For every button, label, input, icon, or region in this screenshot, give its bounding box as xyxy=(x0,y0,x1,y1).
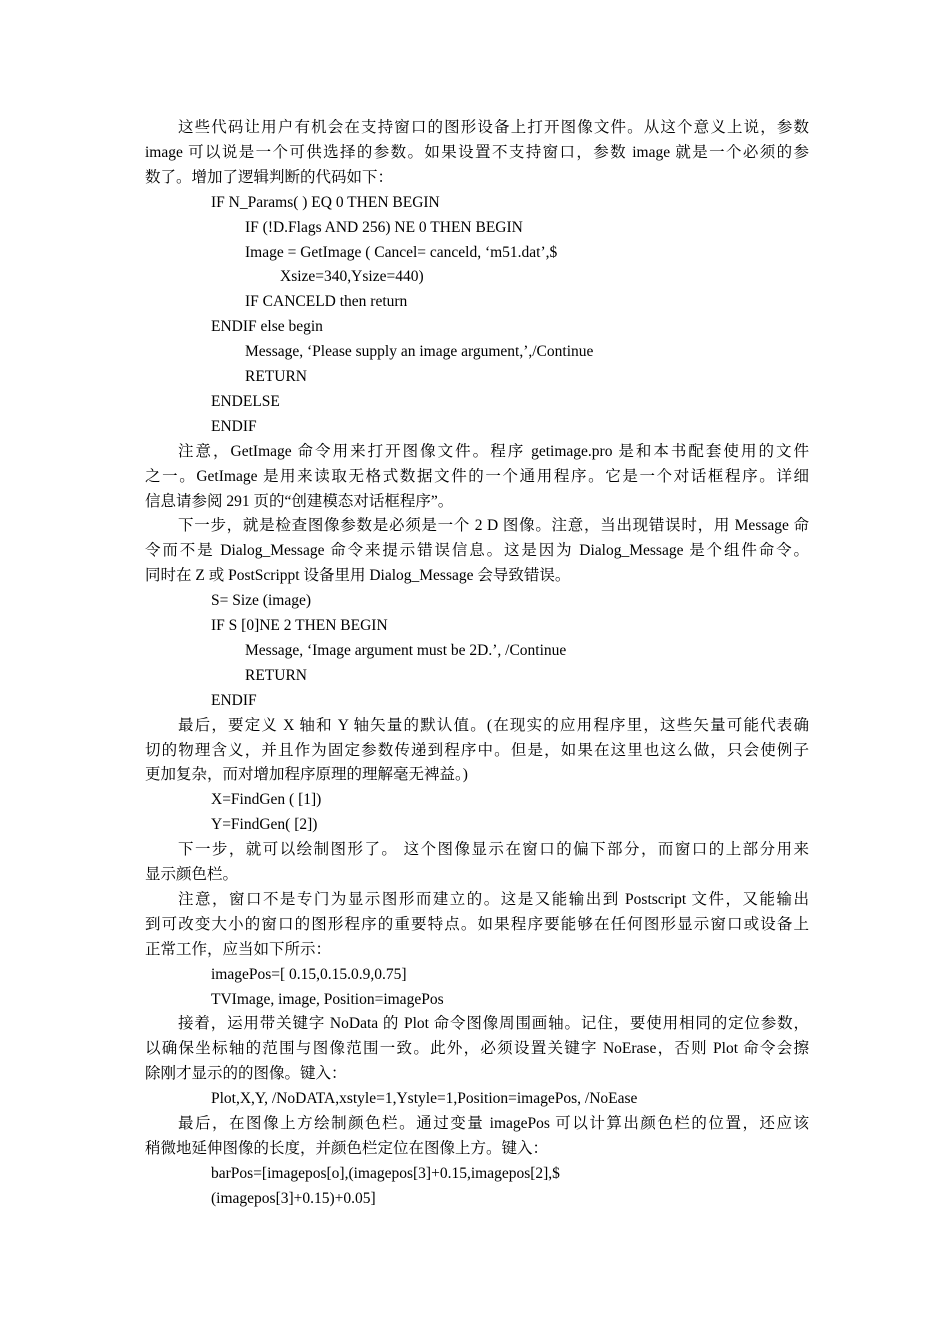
text-line: Image = GetImage ( Cancel= canceld, ‘m51.dat’,$ xyxy=(245,243,558,261)
text-line: IF (!D.Flags AND 256) NE 0 THEN BEGIN xyxy=(245,218,523,236)
text-line: 这些代码让用户有机会在支持窗口的图形设备上打开图像文件。从这个意义上说，参数 xyxy=(178,119,809,136)
text-line: 注意，GetImage 命令用来打开图像文件。程序 getimage.pro 是和本书配套使用的文件 xyxy=(178,442,809,460)
text-line: S= Size (image) xyxy=(211,592,311,610)
text-line: Message, ‘Please supply an image argument,’,/Continue xyxy=(245,343,594,361)
text-line: RETURN xyxy=(245,368,307,385)
text-line: 最后，在图像上方绘制颜色栏。通过变量 imagePos 可以计算出颜色栏的位置，还应该 xyxy=(178,1115,809,1132)
text-line: Message, ‘Image argument must be 2D.’, /Continue xyxy=(245,641,567,659)
text-line: 切的物理含义，并且作为固定参数传递到程序中。但是，如果在这里也这么做，只会使例子 xyxy=(145,741,809,759)
text-line: 除刚才显示的的图像。键入： xyxy=(145,1065,347,1083)
text-line: Y=FindGen( [2]) xyxy=(211,816,318,834)
text-line: 注意，窗口不是专门为显示图形而建立的。这是又能输出到 Postscript 文件，又能输出 xyxy=(178,890,809,908)
text-line: 之一。GetImage 是用来读取无格式数据文件的一个通用程序。它是一个对话框程序。详细 xyxy=(145,467,809,485)
text-line: ENDIF xyxy=(211,417,257,435)
text-line: 下一步，就是检查图像参数是必须是一个 2 D 图像。注意，当出现错误时，用 Message 命 xyxy=(178,517,809,535)
text-line: 到可改变大小的窗口的图形程序的重要特点。如果程序要能够在任何图形显示窗口或设备上 xyxy=(145,915,809,933)
text-line: ENDIF else begin xyxy=(211,318,323,336)
text-line: 稍微地延伸图像的长度，并颜色栏定位在图像上方。键入： xyxy=(145,1139,549,1157)
text-line: 信息请参阅 291 页的“创建模态对话框程序”。 xyxy=(145,492,454,510)
text-line: 显示颜色栏。 xyxy=(145,866,239,883)
text-line: 以确保坐标轴的范围与图像范围一致。此外，必须设置关键字 NoErase，否则 Plot 命令会擦 xyxy=(145,1040,809,1058)
text-line: imagePos=[ 0.15,0.15.0.9,0.75] xyxy=(211,965,407,983)
text-line: IF S [0]NE 2 THEN BEGIN xyxy=(211,617,388,634)
text-line: 接着，运用带关键字 NoData 的 Plot 命令图像周围画轴。记住，要使用相同的定位参数， xyxy=(178,1015,809,1033)
text-line: 同时在 Z 或 PostScrippt 设备里用 Dialog_Message 会导致错误。 xyxy=(145,567,571,585)
text-line: TVImage, image, Position=imagePos xyxy=(211,990,444,1008)
text-line: ENDELSE xyxy=(211,392,280,410)
text-line: Xsize=340,Ysize=440) xyxy=(280,268,424,286)
text-line: image 可以说是一个可供选择的参数。如果设置不支持窗口，参数 image 就是一个必须的参 xyxy=(145,143,809,161)
text-line: IF N_Params( ) EQ 0 THEN BEGIN xyxy=(211,193,440,211)
text-line: Plot,X,Y, /NoDATA,xstyle=1,Ystyle=1,Position=imagePos, /NoEase xyxy=(211,1090,638,1108)
text-line: 下一步，就可以绘制图形了。 这个图像显示在窗口的偏下部分，而窗口的上部分用来 xyxy=(178,841,809,859)
text-line: 数了。增加了逻辑判断的代码如下： xyxy=(145,168,394,186)
text-line: 正常工作，应当如下所示： xyxy=(145,940,332,958)
text-line: ENDIF xyxy=(211,691,257,709)
text-line: barPos=[imagepos[o],(imagepos[3]+0.15,imagepos[2],$ xyxy=(211,1164,560,1182)
text-line: (imagepos[3]+0.15)+0.05] xyxy=(211,1189,376,1207)
text-line: RETURN xyxy=(245,666,307,684)
text-line: 最后，要定义 X 轴和 Y 轴矢量的默认值。(在现实的应用程序里，这些矢量可能代表确 xyxy=(178,716,809,734)
text-line: IF CANCELD then return xyxy=(245,293,408,311)
text-line: 更加复杂，而对增加程序原理的理解毫无裨益。) xyxy=(145,766,468,784)
text-line: 令而不是 Dialog_Message 命令来提示错误信息。这是因为 Dialog_Message 是个组件命令。 xyxy=(145,542,809,560)
text-line: X=FindGen ( [1]) xyxy=(211,791,322,809)
